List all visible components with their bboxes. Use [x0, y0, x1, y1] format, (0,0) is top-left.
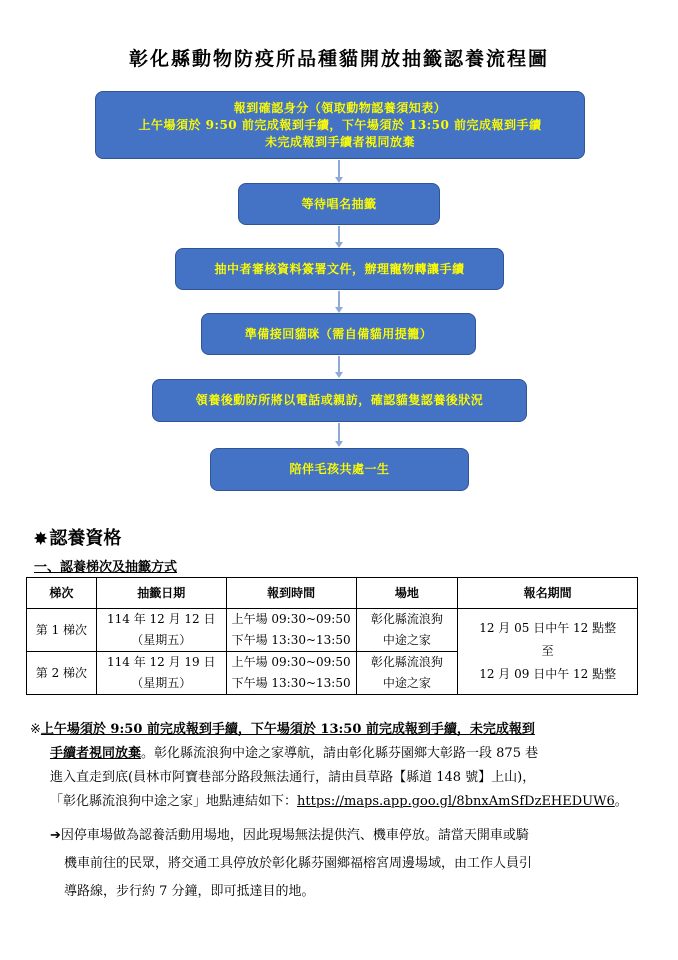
- flow-step-companion: [210, 448, 469, 491]
- parking-line-1: 因停車場做為認養活動用場地，因此現場無法提供汽、機車停放。請當天開車或騎: [60, 828, 529, 843]
- flow-step-checkin-line3: 未完成報到手續者視同放棄: [264, 134, 415, 149]
- cell-venue: [356, 609, 458, 652]
- header-signup-period: 報名期間: [458, 578, 638, 609]
- section-title-text: 認養資格: [49, 528, 122, 549]
- flow-step-review: [175, 248, 504, 290]
- note-text-2: 進入直走到底(員林市阿寶巷部分路段無法通行，請由員草路【縣道 148 號】上山)，: [50, 770, 536, 785]
- table-header-row: [27, 578, 638, 609]
- parking-line-3: 導路線，步行約 7 分鐘，即可抵達目的地。: [64, 884, 315, 899]
- flow-step-followup: [152, 379, 527, 422]
- period-to: 至: [541, 644, 554, 658]
- cell-checkin-time: [226, 609, 356, 652]
- cell-batch: 第 2 梯次: [27, 652, 97, 695]
- checkin-note: [30, 718, 650, 814]
- cell-draw-date: [96, 609, 226, 652]
- cell-weekday: （星期五）: [131, 633, 192, 647]
- flow-step-followup-label: 領養後動防所將以電話或親訪，確認貓隻認養後狀況: [195, 393, 484, 407]
- cell-pm: 下午場 13:30~13:50: [231, 676, 351, 690]
- header-batch: 梯次: [27, 578, 97, 609]
- cell-pm: 下午場 13:30~13:50: [231, 633, 351, 647]
- arrow-right-icon: ➔: [50, 828, 61, 843]
- cell-checkin-time: [226, 652, 356, 695]
- note-mark: ※: [30, 722, 41, 737]
- note-text-3: 「彰化縣流浪狗中途之家」地點連結如下：: [50, 794, 298, 809]
- note-text-3-end: 。: [614, 794, 628, 809]
- cell-weekday: （星期五）: [131, 676, 192, 690]
- cell-signup-period: [458, 609, 638, 695]
- flow-step-pickup-label: 準備接回貓咪（需自備貓用提籠）: [244, 326, 433, 341]
- cell-date: 114 年 12 月 12 日: [106, 612, 216, 626]
- table-row: [27, 609, 638, 652]
- flow-step-draw: [238, 183, 440, 225]
- cell-am: 上午場 09:30~09:50: [231, 655, 351, 669]
- parking-note: [30, 822, 650, 906]
- header-draw-date: 抽籤日期: [96, 578, 226, 609]
- note-bold-1: 上午場須於 9:50 前完成報到手續，下午場須於 13:50 前完成報到手續，未完成報到: [40, 722, 535, 737]
- flow-step-pickup: [201, 313, 476, 355]
- star-icon: ✸: [34, 529, 48, 548]
- flow-step-checkin-line2: 上午場須於 9:50 前完成報到手續，下午場須於 13:50 前完成報到手續: [138, 117, 542, 132]
- cell-venue-line2: 中途之家: [382, 633, 431, 647]
- flow-step-checkin: [95, 91, 585, 159]
- cell-venue-line2: 中途之家: [382, 676, 431, 690]
- section-title: [34, 524, 121, 550]
- subsection-title: 一、認養梯次及抽籤方式: [34, 560, 178, 575]
- map-link[interactable]: https://maps.app.goo.gl/8bnxAmSfDzEHEDUW6: [297, 794, 615, 809]
- cell-date: 114 年 12 月 19 日: [106, 655, 216, 669]
- schedule-table: [26, 577, 638, 695]
- note-text-1: 。彰化縣流浪狗中途之家導航，請由彰化縣芬園鄉大彰路一段 875 巷: [141, 746, 539, 761]
- cell-venue-line1: 彰化縣流浪狗: [370, 612, 443, 626]
- cell-venue-line1: 彰化縣流浪狗: [370, 655, 443, 669]
- period-start: 12 月 05 日中午 12 點整: [479, 621, 617, 635]
- header-venue: 場地: [356, 578, 458, 609]
- cell-draw-date: [96, 652, 226, 695]
- page-title: 彰化縣動物防疫所品種貓開放抽籤認養流程圖: [128, 48, 549, 70]
- cell-batch: 第 1 梯次: [27, 609, 97, 652]
- flow-step-checkin-line1: 報到確認身分（領取動物認養須知表）: [233, 100, 447, 115]
- flow-step-draw-label: 等待唱名抽籤: [301, 196, 377, 211]
- parking-line-2: 機車前往的民眾，將交通工具停放於彰化縣芬園鄉福榕宮周邊場域，由工作人員引: [64, 856, 533, 871]
- cell-venue: [356, 652, 458, 695]
- header-checkin-time: 報到時間: [226, 578, 356, 609]
- cell-am: 上午場 09:30~09:50: [231, 612, 351, 626]
- flow-step-review-label: 抽中者審核資料簽署文件，辦理寵物轉讓手續: [214, 261, 465, 276]
- flow-step-companion-label: 陪伴毛孩共處一生: [289, 462, 390, 476]
- note-bold-2: 手續者視同放棄: [50, 746, 142, 761]
- period-end: 12 月 09 日中午 12 點整: [479, 667, 617, 681]
